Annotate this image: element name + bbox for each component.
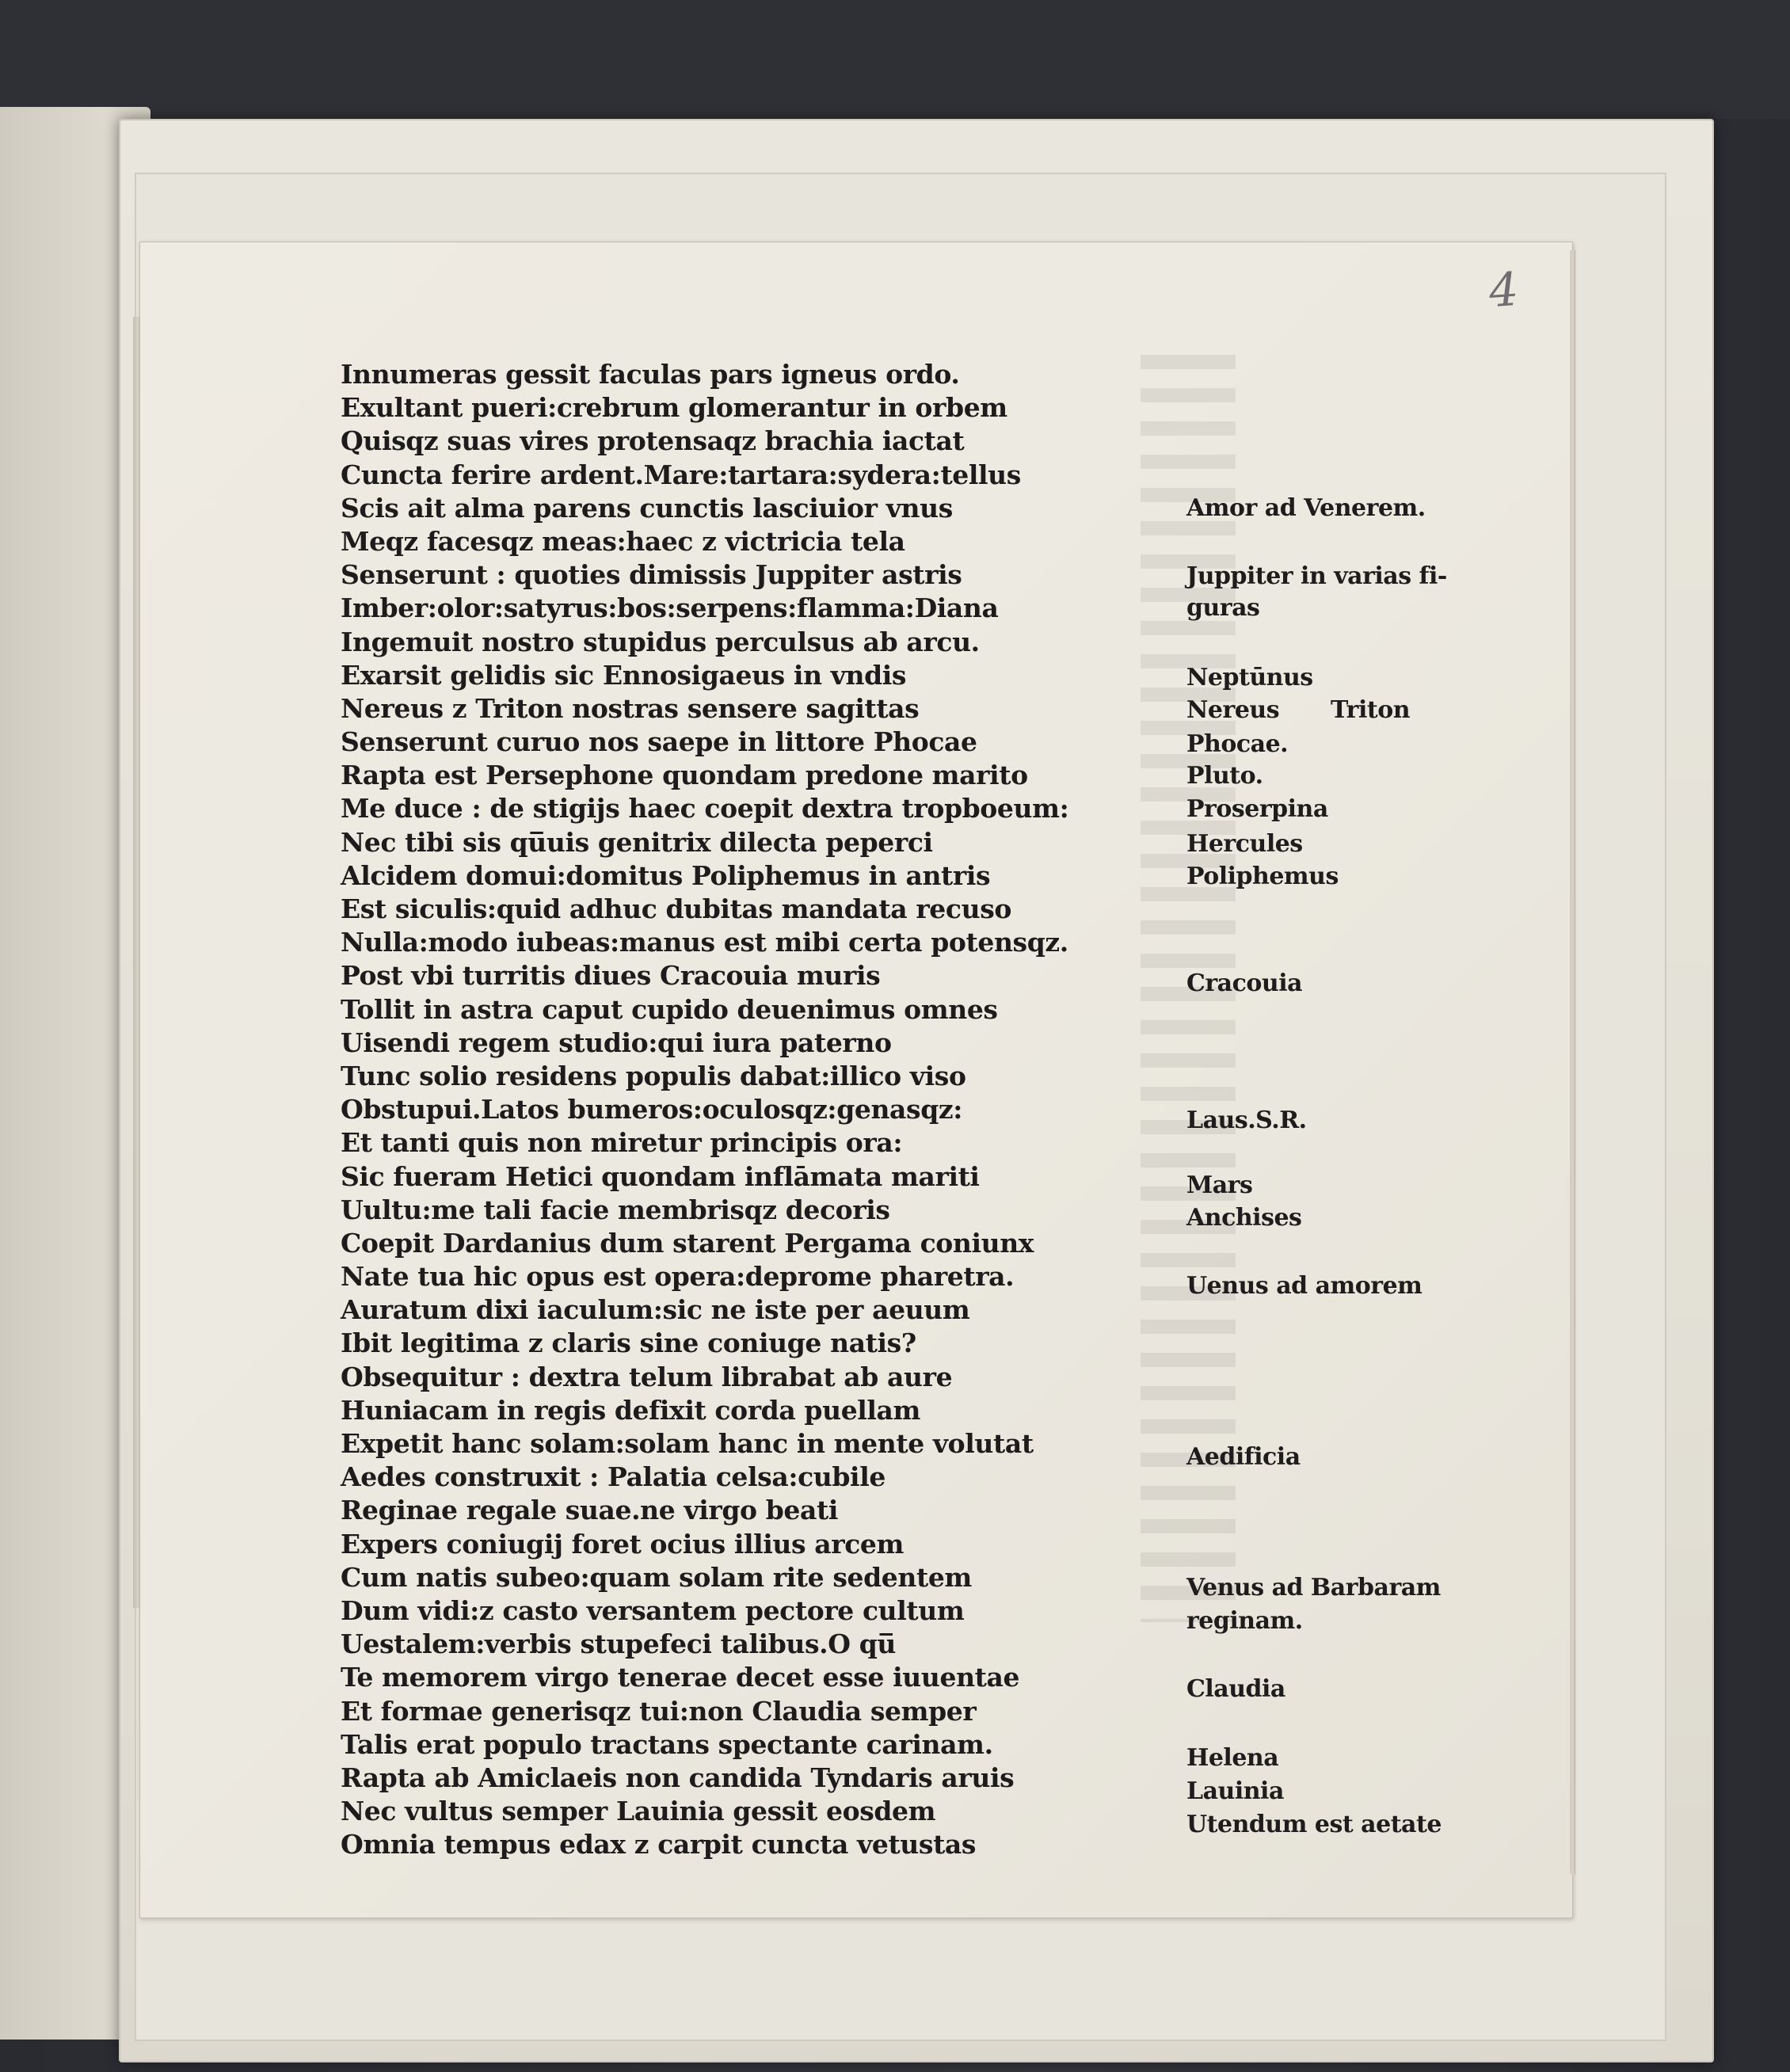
verse-line: Cuncta ferire ardent.Mare:tartara:sydera:tellus	[341, 459, 1021, 490]
verse-line: Huniacam in regis defixit corda puellam	[341, 1394, 921, 1426]
verse-line: Rapta est Persephone quondam predone marito	[341, 760, 1028, 791]
leaf-edge	[1570, 250, 1575, 1874]
verse-line: Nereus z Triton nostras sensere sagittas	[341, 692, 920, 724]
marginal-gloss: Juppiter in varias fi-	[1186, 562, 1447, 590]
verse-line: Talis erat populo tractans spectante carinam.	[341, 1728, 993, 1760]
verse-line: Expers coniugij foret ocius illius arcem	[341, 1528, 905, 1560]
verse-line: Et tanti quis non miretur principis ora:	[341, 1127, 903, 1159]
verse-line: Ingemuit nostro stupidus perculsus ab arcu.	[341, 626, 980, 657]
verse-line: Uisendi regem studio:qui iura paterno	[341, 1026, 892, 1058]
verse-line: Me duce : de stigijs haec coepit dextra tropboeum:	[341, 793, 1069, 825]
verse-line: Tollit in astra caput cupido deuenimus omnes	[341, 993, 998, 1025]
marginal-gloss: Venus ad Barbaram	[1186, 1574, 1441, 1602]
verse-line: Nec vultus semper Lauinia gessit eosdem	[341, 1796, 936, 1827]
marginal-gloss: Cracouia	[1186, 969, 1303, 997]
verse-line: Est siculis:quid adhuc dubitas mandata recuso	[341, 893, 1011, 924]
verse-line: Sic fueram Hetici quondam inflāmata mariti	[341, 1160, 980, 1192]
marginal-gloss: Triton	[1331, 696, 1411, 724]
verse-line: Nulla:modo iubeas:manus est mibi certa potensqz.	[341, 927, 1068, 958]
marginal-gloss: Poliphemus	[1186, 863, 1339, 890]
verse-line: Te memorem virgo tenerae decet esse iuuentae	[341, 1662, 1020, 1693]
marginal-gloss: guras	[1186, 594, 1260, 622]
verse-line: Coepit Dardanius dum starent Pergama coniunx	[341, 1227, 1034, 1259]
verse-line: Dum vidi:z casto versantem pectore cultum	[341, 1594, 965, 1626]
marginal-gloss: Anchises	[1186, 1204, 1302, 1232]
verse-line: Uestalem:verbis stupefeci talibus.O qu̅	[341, 1628, 896, 1660]
verse-line: Cum natis subeo:quam solam rite sedentem	[341, 1561, 972, 1593]
marginal-gloss: Pluto.	[1186, 762, 1263, 790]
verse-line: Obsequitur : dextra telum librabat ab aure	[341, 1361, 953, 1392]
folio-number: 4	[1487, 261, 1521, 318]
marginal-gloss: Hercules	[1186, 830, 1303, 858]
verse-column	[341, 358, 1188, 1861]
verse-line: Aedes construxit : Palatia celsa:cubile	[341, 1461, 885, 1493]
verse-line: Expetit hanc solam:solam hanc in mente volutat	[341, 1428, 1034, 1459]
marginal-gloss: Utendum est aetate	[1186, 1811, 1442, 1838]
marginal-gloss: Mars	[1186, 1171, 1253, 1199]
verse-line: Et formae generisqz tui:non Claudia semper	[341, 1695, 977, 1727]
verse-line: Omnia tempus edax z carpit cuncta vetustas	[341, 1829, 977, 1861]
verse-line: Obstupui.Latos bumeros:oculosqz:genasqz:	[341, 1094, 963, 1126]
marginal-gloss: Nereus	[1186, 696, 1280, 724]
verse-line: Nec tibi sis qu̅uis genitrix dilecta peperci	[341, 826, 933, 858]
verse-line: Scis ait alma parens cunctis lasciuior vnus	[341, 492, 953, 524]
verse-line: Meqz facesqz meas:haec z victricia tela	[341, 525, 905, 557]
marginal-gloss: Neptūnus	[1186, 664, 1313, 691]
verse-line: Innumeras gessit faculas pars igneus ordo.	[341, 359, 960, 390]
verse-line: Rapta ab Amiclaeis non candida Tyndaris aruis	[341, 1762, 1015, 1793]
verse-line: Senserunt : quoties dimissis Juppiter astris	[341, 559, 962, 591]
verse-line: Exultant pueri:crebrum glomerantur in orbem	[341, 392, 1007, 424]
verse-line: Quisqz suas vires protensaqz brachia iactat	[341, 425, 965, 457]
verse-line: Tunc solio residens populis dabat:illico viso	[341, 1060, 966, 1091]
marginal-gloss: Uenus ad amorem	[1186, 1272, 1422, 1300]
verse-line: Exarsit gelidis sic Ennosigaeus in vndis	[341, 659, 907, 691]
verse-line: Nate tua hic opus est opera:deprome pharetra.	[341, 1261, 1015, 1293]
verse-line: Reginae regale suae.ne virgo beati	[341, 1495, 838, 1526]
verse-line: Auratum dixi iaculum:sic ne iste per aeuum	[341, 1294, 970, 1326]
background-band	[0, 0, 1790, 119]
verse-line: Post vbi turritis diues Cracouia muris	[341, 960, 881, 992]
marginal-gloss: Helena	[1186, 1744, 1279, 1772]
verse-line: Imber:olor:satyrus:bos:serpens:flamma:Diana	[341, 592, 999, 624]
marginal-gloss: Proserpina	[1186, 795, 1328, 823]
marginal-gloss: Lauinia	[1186, 1777, 1284, 1805]
marginal-gloss: Amor ad Venerem.	[1186, 494, 1426, 522]
marginal-gloss: reginam.	[1186, 1607, 1303, 1635]
marginal-gloss: Phocae.	[1186, 730, 1289, 758]
marginal-gloss: Laus.S.R.	[1186, 1106, 1307, 1134]
verse-line: Senserunt curuo nos saepe in littore Phocae	[341, 726, 977, 758]
verse-line: Alcidem domui:domitus Poliphemus in antris	[341, 859, 991, 891]
marginal-gloss: Aedificia	[1186, 1443, 1301, 1471]
marginal-gloss: Claudia	[1186, 1675, 1285, 1703]
verse-line: Uultu:me tali facie membrisqz decoris	[341, 1194, 890, 1225]
verse-line: Ibit legitima z claris sine coniuge natis?	[341, 1327, 916, 1359]
